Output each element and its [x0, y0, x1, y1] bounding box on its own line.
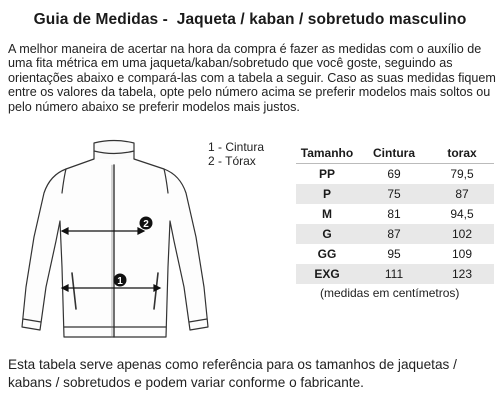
table-row	[296, 224, 494, 244]
table-row	[296, 244, 494, 264]
size-table	[296, 143, 494, 284]
table-row	[296, 184, 494, 204]
table-row	[296, 164, 494, 185]
table-row	[296, 204, 494, 224]
cintura-cell: 111	[358, 264, 430, 284]
cintura-cell: 87	[358, 224, 430, 244]
cintura-cell: 75	[358, 184, 430, 204]
torax-marker-label: 2	[143, 219, 149, 230]
header-tamanho: Tamanho	[296, 143, 358, 164]
table-row	[296, 264, 494, 284]
size-table-header	[296, 143, 494, 164]
cintura-cell: 69	[387, 167, 401, 181]
legend-torax: 2 - Tórax	[208, 154, 256, 168]
intro-paragraph: A melhor maneira de acertar na hora da compra é fazer as medidas com o auxílio de uma fita métrica em uma jaqueta/kaban/sobretudo que você goste, seguindo as orientações abaixo e compará-las com a tabela a seguir. Caso as suas medidas fiquem entre os valores da tabela, opte pelo número acima se preferir modelos mais soltos ou pelo número abaixo se preferir modelos mais justos.	[8, 42, 496, 114]
jacket-illustration	[20, 137, 210, 345]
cintura-cell: 95	[387, 247, 401, 261]
torax-cell: 94,5	[450, 207, 474, 221]
header-cintura: Cintura	[358, 143, 430, 164]
torax-cell: 102	[430, 224, 494, 244]
torax-cell: 87	[430, 184, 494, 204]
legend-cintura: 1 - Cintura	[208, 140, 265, 154]
size-cell: G	[296, 224, 358, 244]
measurement-legend	[208, 140, 264, 168]
footer-disclaimer: Esta tabela serve apenas como referência para os tamanhos de jaquetas / kabans / sobretudos e podem variar conforme o fabricante.	[8, 357, 457, 390]
cintura-marker-label: 1	[117, 276, 123, 287]
page-title: Guia de Medidas - Jaqueta / kaban / sobretudo masculino	[33, 11, 467, 28]
size-cell: PP	[318, 167, 335, 181]
cintura-cell: 81	[387, 207, 401, 221]
torax-cell: 109	[451, 247, 473, 261]
header-torax: torax	[430, 143, 494, 164]
size-cell: EXG	[296, 264, 358, 284]
size-cell: GG	[317, 247, 337, 261]
size-cell: P	[296, 184, 358, 204]
size-cell: M	[322, 207, 332, 221]
torax-cell: 123	[430, 264, 494, 284]
torax-cell: 79,5	[450, 167, 474, 181]
units-note: (medidas em centímetros)	[320, 286, 460, 300]
